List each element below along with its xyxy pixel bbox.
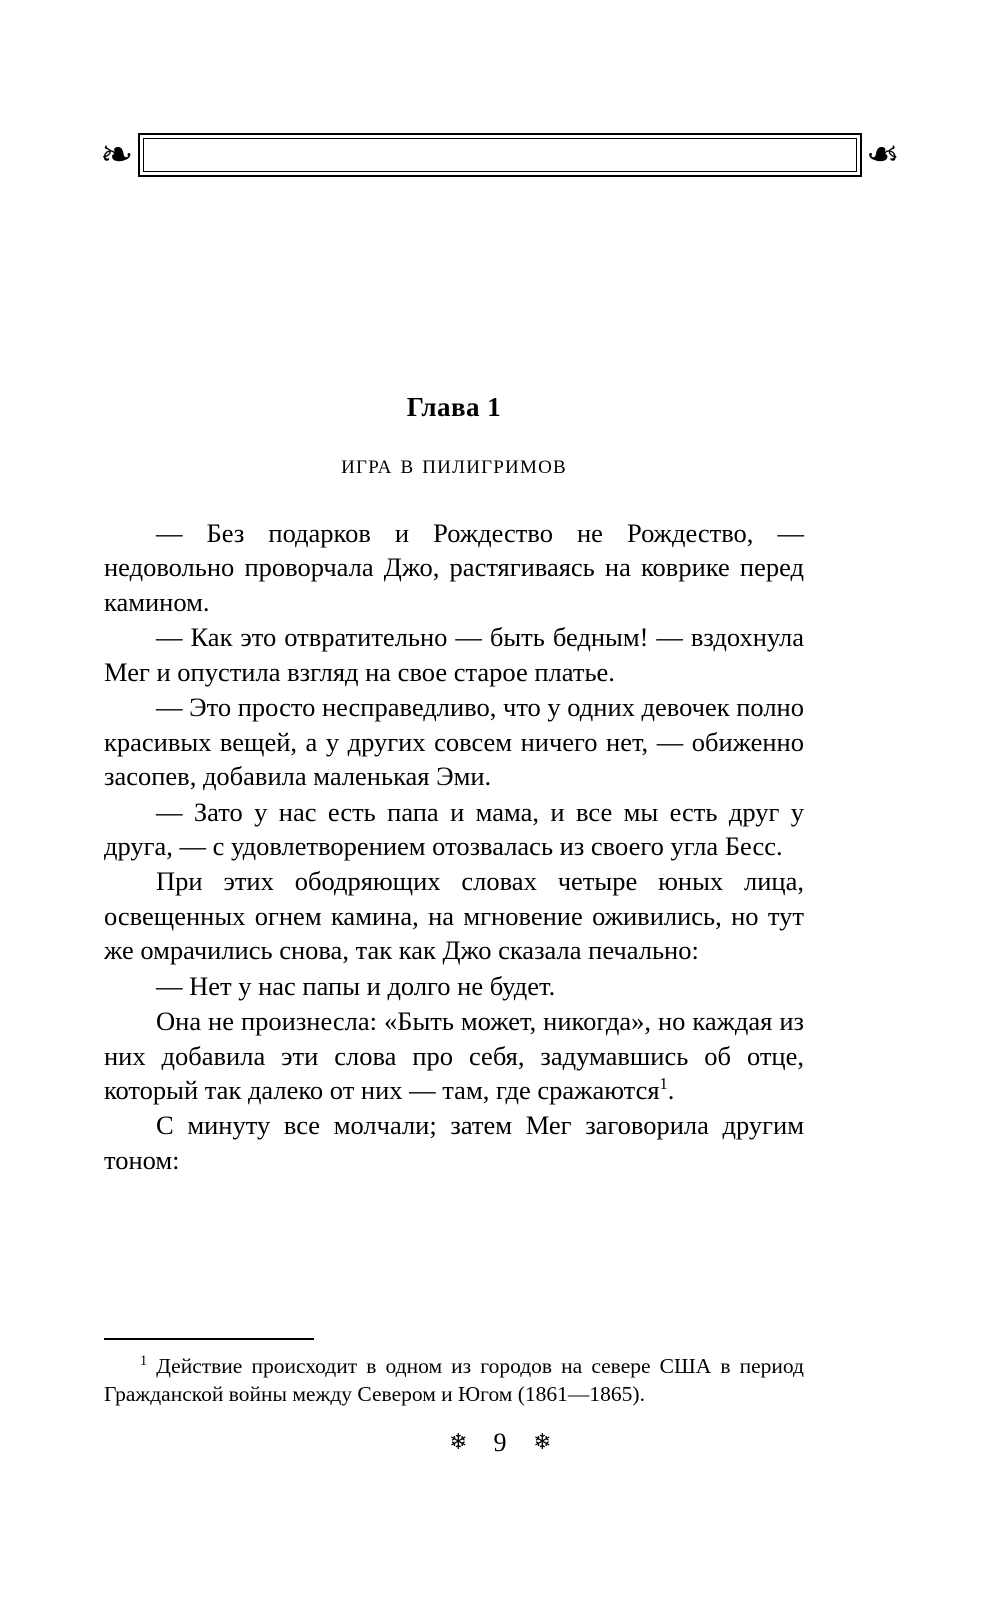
- footnote-divider: [104, 1338, 314, 1340]
- paragraph-text: Она не произнесла: «Быть может, никогда», но каждая из них добавила эти слова про себя, задумавшись об отце, который так далеко от них — там, где сражаются: [104, 1006, 804, 1105]
- paragraph: — Это просто несправедливо, что у одних девочек полно красивых вещей, а у других совсем ничего нет, — обиженно засопев, добавила маленькая Эми.: [104, 692, 804, 792]
- paragraph: С минуту все молчали; затем Мег заговорила другим тоном:: [104, 1110, 804, 1175]
- header-ornament: [100, 120, 900, 190]
- paragraph: — Без подарков и Рождество не Рождество, — недовольно проворчала Джо, растягиваясь на коврике перед камином.: [104, 518, 804, 617]
- footer-ornament-left-icon: ❄: [449, 1430, 468, 1455]
- footnote-text: [104, 1352, 804, 1409]
- paragraph: — Зато у нас есть папа и мама, и все мы есть друг у друга, — с удовлетворением отозвалась из своего угла Бесс.: [104, 796, 804, 861]
- ornament-flourish-left-icon: ❧: [100, 132, 132, 178]
- ornament-flourish-right-icon: ❧: [868, 132, 900, 178]
- paragraph: — Как это отвратительно — быть бедным! — вздохнула Мег и опустила взгляд на свое старое платье.: [104, 622, 804, 687]
- footnote-reference[interactable]: 1: [659, 1074, 668, 1094]
- footnote-body: Действие происходит в одном из городов на севере США в период Гражданской войны между Севером и Югом (1861—1865).: [104, 1354, 804, 1407]
- page-number: 9: [493, 1428, 507, 1457]
- footnote-block: [104, 1338, 804, 1409]
- text-column: [104, 392, 804, 1178]
- footnote-marker: 1: [140, 1352, 148, 1369]
- paragraph-with-footnote: Она не произнесла: «Быть может, никогда», но каждая из них добавила эти слова про себя, задумавшись об отце, который так далеко от них — там, где сражаются$^1$.: [104, 1006, 804, 1105]
- chapter-number: Глава 1: [406, 392, 502, 422]
- chapter-title: игра в пилигримов: [341, 449, 567, 479]
- paragraph: — Нет у нас папы и долго не будет.: [156, 970, 556, 1001]
- footer-ornament-right-icon: ❄: [532, 1430, 551, 1455]
- paragraph: При этих ободряющих словах четыре юных лица, освещенных огнем камина, на мгновение оживились, но тут же омрачились снова, так как Джо сказала печально:: [104, 866, 804, 966]
- header-rule-box: [138, 133, 863, 177]
- page-footer: [0, 1428, 1000, 1458]
